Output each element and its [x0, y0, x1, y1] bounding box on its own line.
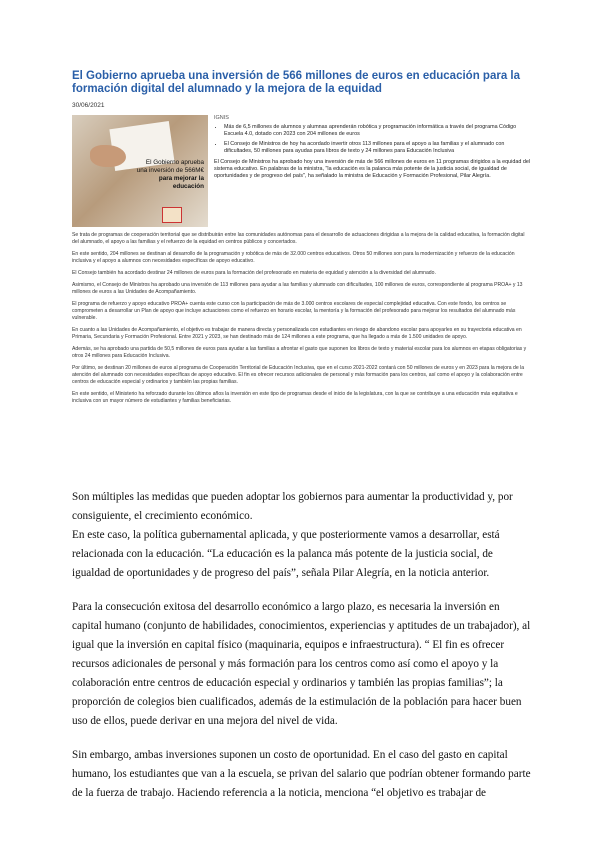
photo-caption-line1: El Gobierno aprueba [145, 159, 204, 166]
ministry-logo-icon [162, 207, 182, 223]
news-paragraph: Además, se ha aprobado una partida de 50,5 millones de euros para ayudar a las familias a afrontar el gasto que suponen los libros de texto y material escolar para los alumnos en etapas obligatorias y otros 24 millones para Educación Inclusiva. [72, 346, 527, 359]
news-header-row [72, 115, 532, 227]
news-paragraph: En cuanto a las Unidades de Acompañamiento, el objetivo es trabajar de manera directa y personalizada con estudiantes en riesgo de abandono escolar para apoyarles en su trayectoria educativa en Primaria, Secundaria y Formación Profesional. Entre 2021 y 2023, se han destinado más de 124 millones a este programa, que ha llegado a más de 1.500 unidades de apoyo. [72, 327, 522, 340]
essay-paragraph-3: Sin embargo, ambas inversiones suponen un costo de oportunidad. En el caso del gasto en capital humano, los estudiantes que van a la escuela, se privan del salario que podrían obtener formando parte de la fuerza de trabajo. Haciendo referencia a la noticia, menciona “el objetivo es trabajar de [72, 749, 531, 799]
news-paragraph: En este sentido, 204 millones se destinan al desarrollo de la programación y robótica de más de 32.000 centros educativos. Otros 50 millones son para la modernización y refuerzo de la educación inclusiva y el apoyo a alumnos con necesidades específicas de apoyo educativo. [72, 251, 515, 264]
news-bullet: • Más de 6,5 millones de alumnos y alumnas aprenderán robótica y programación informática a través del programa Código Escuela 4.0, dotado con 2023 con 204 millones de euros [224, 124, 532, 138]
news-lead-paragraph: El Consejo de Ministros ha aprobado hoy una inversión de más de 566 millones de euros en 11 programas dirigidos a la equidad del sistema educativo. En palabras de la ministra, "la educación es la palanca más potente de la justicia social, de igualdad de oportunidades y de progreso del país", ha señalado la ministra de Educación y Formación Profesional, Pilar Alegría. [214, 159, 531, 179]
news-paragraph: Por último, se destinan 20 millones de euros al programa de Cooperación Territorial de Educación Inclusiva, que en el curso 2021-2022 contará con 50 millones de euros y en 2023 para la mejora de la atención del alumnado con necesidades específicas de apoyo educativo. El fin es ofrecer recursos adicionales de personal y más formación para los centros, así como el apoyo y la colaboración entre centros de educación especial y ordinarios y también las propias familias. [72, 365, 525, 385]
essay-body [72, 488, 532, 818]
news-paragraph: El Consejo también ha acordado destinar 24 millones de euros para la formación del profesorado en materia de equidad y atención a la diversidad del alumnado. [72, 270, 436, 276]
news-photo [72, 115, 208, 227]
news-paragraph: Se trata de programas de cooperación territorial que se distribuirán entre las comunidades autónomas para el desarrollo de actuaciones dirigidas a la mejora de la calidad educativa, la formación digital del alumnado, el apoyo a las familias y el refuerzo de la equidad en centros públicos y concertados. [72, 232, 525, 245]
news-summary [208, 115, 532, 227]
news-paragraph: El programa de refuerzo y apoyo educativo PROA+ cuenta este curso con la participación de más de 3.000 centros escolares de especial complejidad educativa. Con este fondo, los centros se comprometen a desarrollar un Plan de apoyo que incluye actuaciones como el refuerzo en horario escolar, la mentoría y la formación del profesorado para mejorar los resultados del alumnado más vulnerable. [72, 301, 516, 321]
photo-caption [130, 159, 204, 191]
news-clipping [72, 66, 532, 480]
news-bullets [224, 124, 532, 155]
news-paragraph: En este sentido, el Ministerio ha reforzado durante los últimos años la inversión en este tipo de programas desde el inicio de la legislatura, con la que se contribuye a una educación más equitativa e inclusiva con un mayor número de estudiantes y familias beneficiarias. [72, 391, 518, 404]
photo-hand-shape [90, 145, 126, 167]
essay-paragraph-1a: Son múltiples las medidas que pueden adoptar los gobiernos para aumentar la productividad y, por consiguiente, el crecimiento económico. [72, 491, 513, 522]
essay-paragraph-1b: En este caso, la política gubernamental aplicada, y que posteriormente vamos a desarrollar, está relacionada con la educación. “La educación es la palanca más potente de la justicia social, de igualdad de oportunidades y de progreso del país”, señala Pilar Alegría, en la noticia anterior. [72, 529, 500, 579]
news-bullet: • El Consejo de Ministros de hoy ha acordado invertir otros 113 millones para el apoyo a las familias y el alumnado con dificultades, 50 millones para ayudas para libros de texto y 24 millones para Educación Inclusiva [224, 141, 532, 155]
news-tag: IGNIS [214, 115, 229, 121]
photo-caption-line3: para mejorar la educación [158, 175, 204, 190]
photo-caption-line2: una inversión de 566M€ [136, 167, 204, 174]
news-date: 30/06/2021 [72, 102, 105, 109]
news-paragraph: Asimismo, el Consejo de Ministros ha aprobado una inversión de 113 millones para ayudar a las familias y alumnado con dificultades, 100 millones de euros, correspondiente al programa PROA+ y 13 millones de euros a las Unidades de Acompañamiento. [72, 282, 523, 295]
news-title: El Gobierno aprueba una inversión de 566 millones de euros en educación para la formación digital del alumnado y la mejora de la equidad [72, 70, 520, 95]
essay-paragraph-2: Para la consecución exitosa del desarrollo económico a largo plazo, es necesaria la inversión en capital humano (conjunto de habilidades, conocimientos, experiencias y aptitudes de un trabajador), al igual que la inversión en capital físico (maquinaria, equipos e infraestructura). “ El fin es ofrecer recursos adicionales de personal y más formación para los centros como así como el apoyo y la colaboración entre centros de educación especial y ordinarios y también las propias familias”; la proporción de colegios bien cualificados, además de la estimulación de la población para hacer buen uso de ellos, puede derivar en una mejora del nivel de vida. [72, 601, 531, 727]
